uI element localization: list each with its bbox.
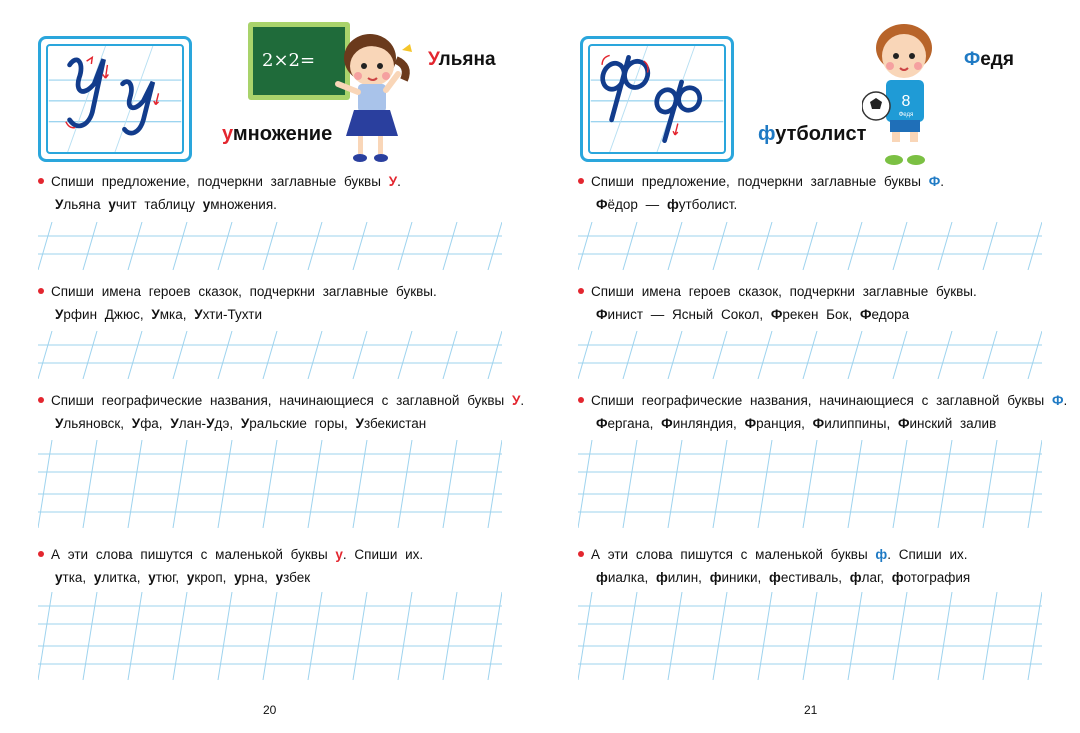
word-initial: ф [596, 570, 608, 585]
task-3 [578, 393, 1067, 408]
word-initial: ф [655, 570, 668, 585]
cursive-letter-u-icon [48, 46, 182, 152]
writing-lines-1[interactable] [38, 222, 502, 270]
page-number: 20 [263, 703, 277, 717]
word-initial: у [234, 570, 242, 585]
word-rest: илиппины, [824, 416, 898, 431]
word-initial: Ф [859, 307, 872, 322]
bullet-icon [38, 551, 44, 557]
task-4 [38, 547, 423, 562]
word-initial: Ф [661, 416, 673, 431]
word-initial: ф [891, 570, 904, 585]
blackboard-text: 2×2= [262, 50, 316, 71]
page-number: 21 [804, 703, 818, 717]
word-rest: ральские горы, [249, 416, 356, 431]
word-initial: Ф [812, 416, 825, 431]
word-rest: ранция, [756, 416, 813, 431]
words-row-4 [596, 570, 970, 585]
letter-card-u [38, 36, 192, 162]
task-3 [38, 393, 524, 408]
word-rest: льяновск, [63, 416, 132, 431]
name-first-letter: Ф [964, 49, 981, 70]
word-rest: ергана, [607, 416, 662, 431]
word-initial: у [93, 570, 102, 585]
word-rest: фа, [140, 416, 171, 431]
task-1 [578, 174, 944, 189]
boy-footballer-illustration [862, 14, 942, 170]
title-word [222, 123, 332, 146]
word-initial: У [170, 416, 179, 431]
task-text-end: . [520, 393, 525, 408]
bullet-icon [38, 178, 44, 184]
word-rest: лан- [178, 416, 207, 431]
word-rest: рна, [241, 570, 276, 585]
word-rest: дэ, [214, 416, 241, 431]
word-initial: Ф [596, 416, 608, 431]
girl-illustration [318, 20, 428, 170]
task-4 [578, 547, 968, 562]
word-rest: хти-Тухти [202, 307, 263, 322]
task-text-end: . [397, 174, 401, 189]
task-letter: Ф [928, 174, 941, 189]
word-initial: у [148, 570, 156, 585]
bullet-icon [578, 397, 584, 403]
title-first-letter: ф [758, 123, 776, 145]
letter-card-f [580, 36, 734, 162]
task-text: Спиши предложение, подчеркни заглавные буквы [51, 174, 389, 189]
word-rest: инист — Ясный Сокол, [607, 307, 771, 322]
writing-lines-3[interactable] [38, 440, 502, 528]
word-initial: ф [709, 570, 722, 585]
word-initial: у [55, 570, 63, 585]
shirt-name: Федя [898, 112, 914, 118]
writing-lines-3[interactable] [578, 440, 1042, 528]
task-text: Спиши географические названия, начинающиеся с заглавной буквы [51, 393, 512, 408]
writing-lines-2[interactable] [578, 331, 1042, 379]
word-initial: Ф [596, 197, 608, 212]
task-text: Спиши предложение, подчеркни заглавные буквы [591, 174, 929, 189]
word-initial: ф [849, 570, 862, 585]
word-rest: тка, [62, 570, 94, 585]
task-text-end: . Спиши их. [887, 547, 968, 562]
task-text-end: . Спиши их. [342, 547, 424, 562]
word-initial: ф [666, 197, 679, 212]
bullet-icon [578, 178, 584, 184]
word-rest: утболист. [678, 197, 738, 212]
title-word [758, 123, 866, 146]
word-rest: чит таблицу [115, 197, 203, 212]
task-1 [38, 174, 401, 189]
word-initial: у [202, 197, 211, 212]
writing-lines-4[interactable] [578, 592, 1042, 680]
title-first-letter: у [222, 123, 233, 145]
word-rest: инский залив [909, 416, 997, 431]
word-initial: у [275, 570, 284, 585]
title-rest: множение [232, 123, 333, 145]
bullet-icon [38, 397, 44, 403]
word-rest: инляндия, [672, 416, 745, 431]
word-rest: збек [283, 570, 311, 585]
word-rest: рекен Бок, [782, 307, 860, 322]
name-rest: едя [980, 49, 1014, 70]
word-initial: Ф [770, 307, 783, 322]
right-page [540, 0, 1080, 733]
task-text: Спиши географические названия, начинающиеся с заглавной буквы [591, 393, 1052, 408]
words-row-1 [596, 197, 737, 212]
word-rest: лаг, [861, 570, 892, 585]
word-rest: збекистан [363, 416, 427, 431]
word-rest: естиваль, [780, 570, 850, 585]
task-text: Спиши имена героев сказок, подчеркни заглавные буквы. [51, 284, 437, 299]
bullet-icon [38, 288, 44, 294]
word-rest: ёдор — [607, 197, 667, 212]
word-rest: литка, [101, 570, 149, 585]
word-initial: у [108, 197, 116, 212]
task-letter: ф [875, 547, 888, 562]
word-initial: У [55, 307, 64, 322]
writing-lines-1[interactable] [578, 222, 1042, 270]
task-letter: У [511, 393, 521, 408]
word-rest: тюг, [155, 570, 187, 585]
task-text: А эти слова пишутся с маленькой буквы [51, 547, 336, 562]
word-rest: мка, [159, 307, 195, 322]
word-rest: льяна [63, 197, 101, 212]
word-rest: иники, [721, 570, 769, 585]
bullet-icon [578, 551, 584, 557]
hero-name [428, 49, 496, 71]
word-initial: ф [769, 570, 781, 585]
word-rest: рфин Джюс, [63, 307, 152, 322]
task-text: А эти слова пишутся с маленькой буквы [591, 547, 876, 562]
task-letter: У [388, 174, 398, 189]
word-initial: У [194, 307, 203, 322]
word-initial: У [55, 416, 64, 431]
words-row-1 [55, 197, 277, 212]
word-rest: едора [871, 307, 910, 322]
task-text-end: . [1063, 393, 1068, 408]
word-initial: У [240, 416, 250, 431]
task-letter: у [335, 547, 343, 562]
words-row-3 [55, 416, 426, 431]
writing-lines-4[interactable] [38, 592, 502, 680]
word-initial: У [206, 416, 215, 431]
cursive-letter-f-icon [590, 46, 724, 152]
word-initial: Ф [744, 416, 757, 431]
word-rest: иалка, [607, 570, 656, 585]
word-rest: отография [903, 570, 971, 585]
task-letter: Ф [1051, 393, 1064, 408]
task-2 [38, 284, 437, 299]
bullet-icon [578, 288, 584, 294]
writing-lines-2[interactable] [38, 331, 502, 379]
task-2 [578, 284, 977, 299]
word-rest: множения. [210, 197, 277, 212]
word-initial: у [186, 570, 195, 585]
words-row-4 [55, 570, 310, 585]
task-text: Спиши имена героев сказок, подчеркни заглавные буквы. [591, 284, 977, 299]
word-initial: Ф [897, 416, 910, 431]
word-initial: У [131, 416, 141, 431]
word-rest: илин, [667, 570, 710, 585]
name-first-letter: У [428, 49, 439, 70]
name-rest: льяна [438, 49, 496, 70]
word-initial: У [355, 416, 364, 431]
title-rest: утболист [775, 123, 867, 145]
words-row-3 [596, 416, 996, 431]
word-rest: кроп, [194, 570, 235, 585]
word-initial: У [151, 307, 160, 322]
shirt-number: 8 [901, 93, 911, 110]
task-text-end: . [940, 174, 944, 189]
hero-name [964, 49, 1014, 71]
word-initial: Ф [596, 307, 608, 322]
word-initial: У [55, 197, 64, 212]
words-row-2 [596, 307, 909, 322]
words-row-2 [55, 307, 262, 322]
